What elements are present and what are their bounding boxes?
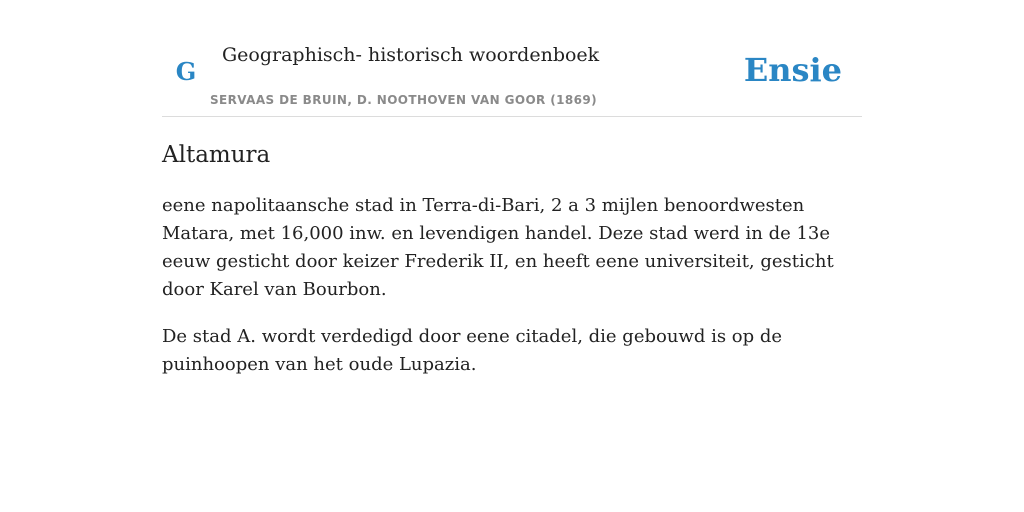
- entry-paragraph: De stad A. wordt verdedigd door eene citadel, die gebouwd is op de puinhoopen van het oude Lupazia.: [162, 326, 783, 375]
- book-header: [162, 0, 862, 117]
- entry-title: Altamura: [162, 142, 271, 168]
- book-letter-icon[interactable]: G: [175, 57, 197, 86]
- entry-body: [162, 192, 862, 398]
- book-author: SERVAAS DE BRUIN, D. NOOTHOVEN VAN GOOR (1869): [210, 93, 598, 107]
- brand-logo-link[interactable]: Ensie: [743, 51, 842, 89]
- entry-paragraph: eene napolitaansche stad in Terra-di-Bari, 2 a 3 mijlen benoordwesten Matara, met 16,000 inw. en levendigen handel. Deze stad werd in de 13e eeuw gesticht door keizer Frederik II, en heeft eene universiteit, gesticht door Karel van Bourbon.: [162, 195, 834, 300]
- book-title-link[interactable]: Geographisch- historisch woordenboek: [222, 44, 600, 66]
- entry-card: [162, 0, 862, 375]
